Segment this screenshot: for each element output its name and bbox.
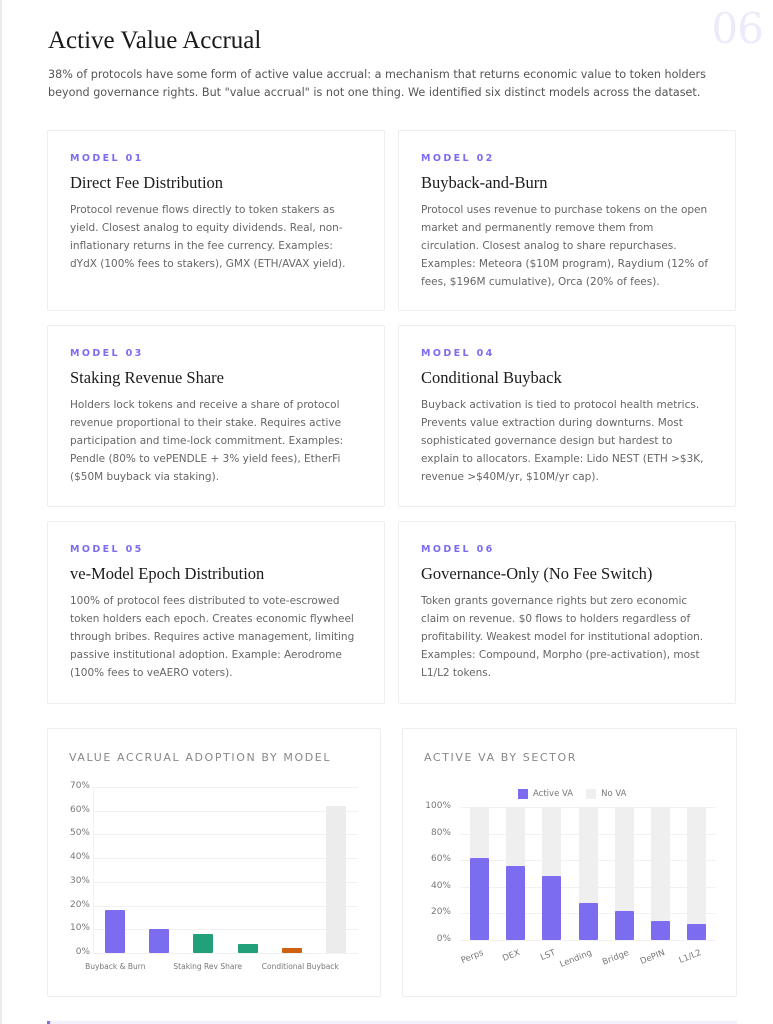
legend-swatch-none <box>586 789 596 799</box>
y-tick-label: 50% <box>69 828 90 839</box>
bar-no-va-lending <box>579 807 598 903</box>
model-label: MODEL 02 <box>421 153 495 164</box>
bar-active-va-perps <box>470 858 489 940</box>
gridline <box>461 940 715 941</box>
model-description: Protocol revenue flows directly to token stakers as yield. Closest analog to equity dividends. Real, non-inflationary returns in the fee currency. Examples: dYdX (100% fees to stakers), GMX (ETH/AVAX yield). <box>70 204 346 270</box>
bar-no-va-dex <box>506 807 525 866</box>
y-tick-label: 60% <box>430 854 451 865</box>
x-tick-label: Staking Rev Share <box>173 962 242 971</box>
section-number: 06 <box>711 4 763 53</box>
model-label: MODEL 01 <box>70 153 144 164</box>
model-description: Holders lock tokens and receive a share of protocol revenue proportional to their stake. Requires active participation and time-lock commitment. Examples: Pendle (80% to vePENDLE + 3% yield fees), EtherFi ($50M buyback via staking). <box>70 399 344 483</box>
x-tick-label: Bridge <box>600 948 631 968</box>
page-title: Active Value Accrual <box>48 27 262 54</box>
bar-direct-fee-distribution <box>149 929 169 953</box>
model-label: MODEL 06 <box>421 544 495 555</box>
y-tick-label: 60% <box>69 804 90 815</box>
y-tick-label: 20% <box>430 907 451 918</box>
gridline <box>93 953 358 954</box>
bar-active-va-lending <box>579 903 598 940</box>
bar-ve-model <box>238 944 258 953</box>
y-axis-line <box>93 787 94 953</box>
y-tick-label: 70% <box>69 781 90 791</box>
bar-staking-rev-share <box>193 934 213 953</box>
gridline <box>93 882 358 883</box>
y-tick-label: 100% <box>425 801 451 811</box>
bar-active-va-depin <box>651 921 670 940</box>
adoption-chart-card <box>47 728 381 997</box>
model-label: MODEL 05 <box>70 544 144 555</box>
model-card-02 <box>398 130 736 311</box>
x-tick-label: Lending <box>558 948 594 970</box>
bar-no-va-lst <box>542 807 561 876</box>
gridline <box>93 929 358 930</box>
model-card-01 <box>47 130 385 311</box>
model-label: MODEL 03 <box>70 348 144 359</box>
x-tick-label: Perps <box>459 948 485 967</box>
bar-no-va-depin <box>651 807 670 921</box>
model-title: Conditional Buyback <box>421 368 562 387</box>
chart-legend <box>518 789 626 799</box>
gridline <box>93 906 358 907</box>
legend-label-active: Active VA <box>533 789 574 799</box>
bar-active-va-lst <box>542 876 561 940</box>
bar-governance-only <box>326 806 346 953</box>
x-tick-label: DePIN <box>638 948 667 967</box>
chart-title: VALUE ACCRUAL ADOPTION BY MODEL <box>69 751 332 764</box>
y-tick-label: 0% <box>75 947 90 957</box>
model-description: Buyback activation is tied to protocol health metrics. Prevents value extraction during downturns. Most sophisticated governance design but hardest to explain to allocators. Example: Lido NEST (ETH >$3K, revenue >$40M/yr, $10M/yr cap). <box>421 399 704 483</box>
x-tick-label: DEX <box>500 948 522 964</box>
gridline <box>93 834 358 835</box>
y-tick-label: 40% <box>69 852 90 863</box>
chart-title: ACTIVE VA BY SECTOR <box>424 751 577 764</box>
model-card-05 <box>47 521 385 704</box>
model-title: Buyback-and-Burn <box>421 173 548 192</box>
y-tick-label: 20% <box>69 899 90 910</box>
bar-active-va-bridge <box>615 911 634 940</box>
model-title: ve-Model Epoch Distribution <box>70 564 265 583</box>
model-title: Direct Fee Distribution <box>70 173 224 192</box>
x-tick-label: LST <box>539 948 558 964</box>
model-card-06 <box>398 521 736 704</box>
y-tick-label: 40% <box>430 880 451 891</box>
y-tick-label: 0% <box>436 934 451 944</box>
bar-buyback-burn <box>105 910 125 953</box>
gridline <box>93 787 358 788</box>
model-description: Token grants governance rights but zero economic claim on revenue. $0 flows to holders regardless of profitability. Weakest model for institutional adoption. Examples: Compound, Morpho (pre-activation), most L1/L2 tokens. <box>421 595 704 679</box>
bar-no-va-bridge <box>615 807 634 911</box>
gridline <box>93 811 358 812</box>
bar-no-va-l1-l2 <box>687 807 706 924</box>
model-card-03 <box>47 325 385 507</box>
bar-active-va-l1-l2 <box>687 924 706 940</box>
bar-active-va-dex <box>506 866 525 940</box>
intro-paragraph: 38% of protocols have some form of active value accrual: a mechanism that returns economic value to token holders beyond governance rights. But "value accrual" is not one thing. We identified six distinct models across the dataset. <box>48 68 706 99</box>
bar-conditional-buyback <box>282 948 302 953</box>
bar-no-va-perps <box>470 807 489 858</box>
model-title: Governance-Only (No Fee Switch) <box>421 564 653 583</box>
y-tick-label: 30% <box>69 875 90 886</box>
model-description: Protocol uses revenue to purchase tokens on the open market and permanently remove them from circulation. Closest analog to share repurchases. Examples: Meteora ($10M program), Raydium (12% of fees, $196M cumulative), Orca (20% of fees). <box>421 204 709 288</box>
legend-swatch-active <box>518 789 528 799</box>
x-tick-label: L1/L2 <box>677 948 703 966</box>
model-card-04 <box>398 325 736 507</box>
gridline <box>93 858 358 859</box>
y-tick-label: 10% <box>69 923 90 934</box>
model-title: Staking Revenue Share <box>70 368 224 387</box>
y-tick-label: 80% <box>430 827 451 838</box>
sector-chart-card <box>402 728 737 997</box>
page-left-border <box>0 0 2 1024</box>
x-tick-label: Buyback & Burn <box>85 962 146 971</box>
model-description: 100% of protocol fees distributed to vote-escrowed token holders each epoch. Creates economic flywheel through bribes. Requires active management, limiting passive institutional adoption. Example: Aerodrome (100% fees to veAERO voters). <box>70 595 355 679</box>
legend-label-none: No VA <box>601 789 627 799</box>
x-tick-label: Conditional Buyback <box>261 962 339 971</box>
model-label: MODEL 04 <box>421 348 495 359</box>
